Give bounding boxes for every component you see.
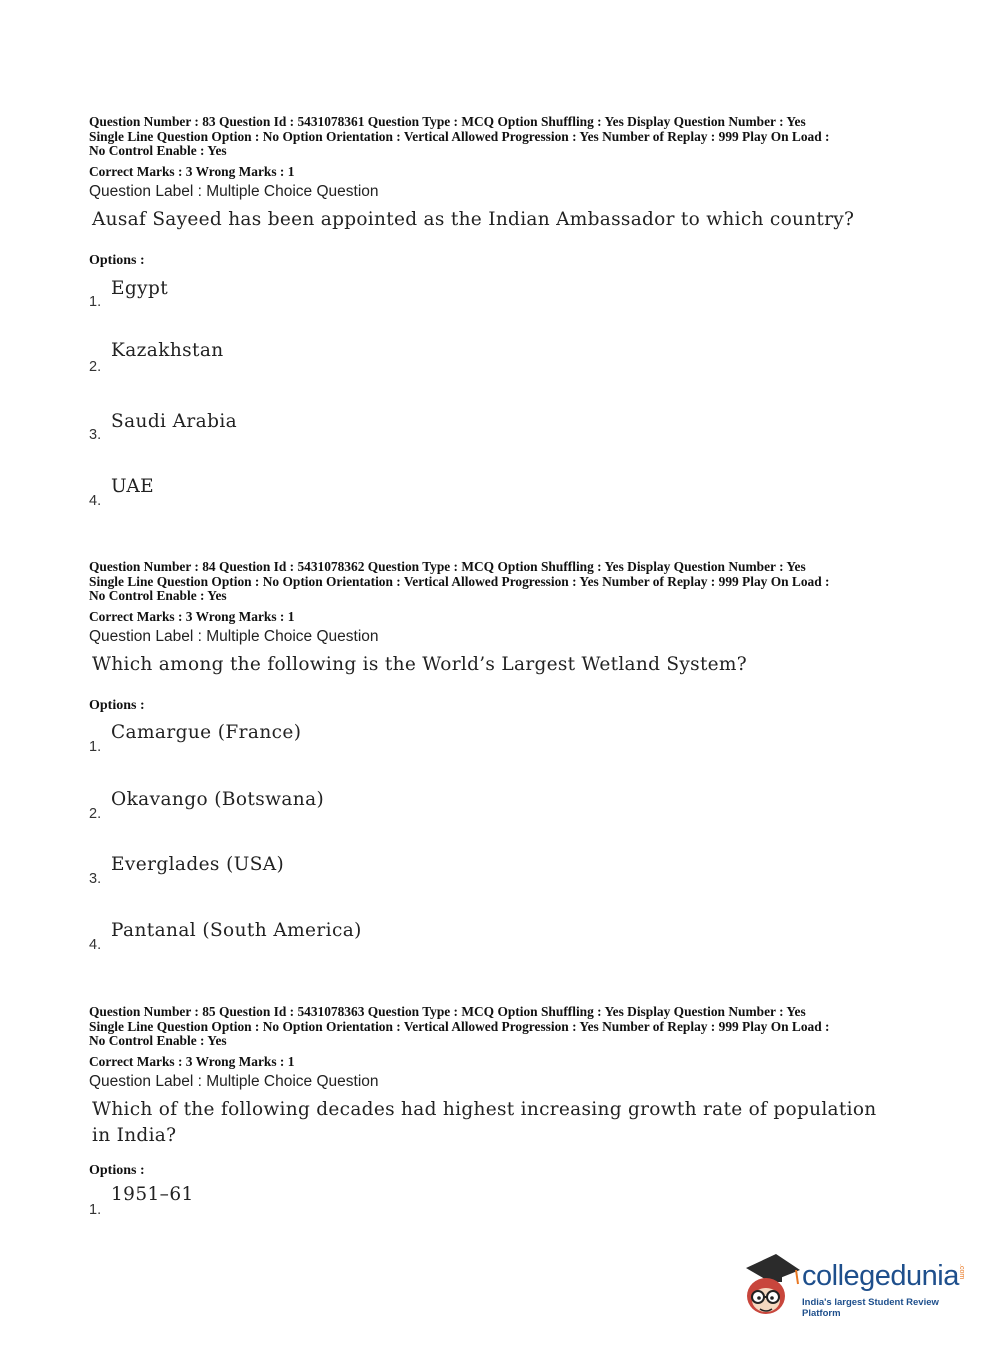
question-meta-line1: Question Number : 83 Question Id : 5431078361 Question Type : MCQ Option Shuffling : Yes Display Question Number : Yes [89, 114, 806, 129]
question-text: Which among the following is the World’s Largest Wetland System? [92, 653, 747, 675]
marks-info: Correct Marks : 3 Wrong Marks : 1 [89, 1053, 295, 1069]
option-number: 4. [89, 493, 102, 509]
options-label: Options : [89, 698, 145, 713]
option-text: 1951–61 [111, 1184, 194, 1205]
question-text-line1: Which of the following decades had highest increasing growth rate of population [92, 1098, 877, 1120]
option-number: 2. [89, 806, 102, 822]
option-2[interactable] [89, 789, 689, 829]
option-1[interactable] [89, 722, 689, 762]
question-meta-line3: No Control Enable : Yes [89, 588, 227, 604]
options-label: Options : [89, 253, 145, 268]
question-85 [89, 1005, 919, 1149]
mascot-icon [742, 1250, 804, 1320]
option-number: 2. [89, 359, 102, 375]
option-text: Egypt [111, 278, 169, 299]
question-meta-line1: Question Number : 84 Question Id : 5431078362 Question Type : MCQ Option Shuffling : Yes Display Question Number : Yes [89, 559, 806, 574]
question-label: Question Label : Multiple Choice Question [89, 182, 379, 200]
option-number: 3. [89, 427, 102, 443]
brand-dotcom: .com [958, 1264, 965, 1280]
option-text: Camargue (France) [111, 722, 302, 743]
brand-tagline: India's largest Student Review Platform [802, 1297, 939, 1319]
option-4[interactable] [89, 476, 689, 516]
option-2[interactable] [89, 340, 689, 380]
option-text: UAE [111, 476, 155, 497]
option-number: 1. [89, 1202, 102, 1218]
question-label: Question Label : Multiple Choice Question [89, 1072, 379, 1090]
option-number: 4. [89, 937, 102, 953]
question-label: Question Label : Multiple Choice Question [89, 627, 379, 645]
question-text: Ausaf Sayeed has been appointed as the Indian Ambassador to which country? [92, 208, 855, 230]
question-meta-line2: Single Line Question Option : No Option Orientation : Vertical Allowed Progression : Yes Number of Replay : 999 Play On Load : [89, 1018, 830, 1034]
question-83 [89, 115, 919, 233]
brand-name: collegedunia [802, 1260, 959, 1292]
option-text: Everglades (USA) [111, 854, 285, 875]
option-number: 1. [89, 294, 102, 310]
option-text: Pantanal (South America) [111, 920, 362, 941]
option-4[interactable] [89, 920, 689, 960]
question-meta-line2: Single Line Question Option : No Option Orientation : Vertical Allowed Progression : Yes Number of Replay : 999 Play On Load : [89, 128, 830, 144]
option-text: Kazakhstan [111, 340, 224, 361]
option-number: 1. [89, 739, 102, 755]
question-meta-line3: No Control Enable : Yes [89, 143, 227, 159]
question-84 [89, 560, 919, 678]
question-meta-line1: Question Number : 85 Question Id : 5431078363 Question Type : MCQ Option Shuffling : Yes Display Question Number : Yes [89, 1004, 806, 1019]
question-meta-line2: Single Line Question Option : No Option Orientation : Vertical Allowed Progression : Yes Number of Replay : 999 Play On Load : [89, 573, 830, 589]
option-text: Saudi Arabia [111, 411, 238, 432]
question-meta-line3: No Control Enable : Yes [89, 1033, 227, 1049]
option-1[interactable] [89, 278, 689, 318]
marks-info: Correct Marks : 3 Wrong Marks : 1 [89, 163, 295, 179]
collegedunia-logo [742, 1250, 972, 1320]
question-text-line2: in India? [92, 1124, 177, 1146]
marks-info: Correct Marks : 3 Wrong Marks : 1 [89, 608, 295, 624]
option-3[interactable] [89, 854, 689, 894]
options-label: Options : [89, 1163, 145, 1178]
option-3[interactable] [89, 411, 689, 451]
option-1[interactable] [89, 1184, 689, 1224]
option-number: 3. [89, 871, 102, 887]
option-text: Okavango (Botswana) [111, 789, 325, 810]
